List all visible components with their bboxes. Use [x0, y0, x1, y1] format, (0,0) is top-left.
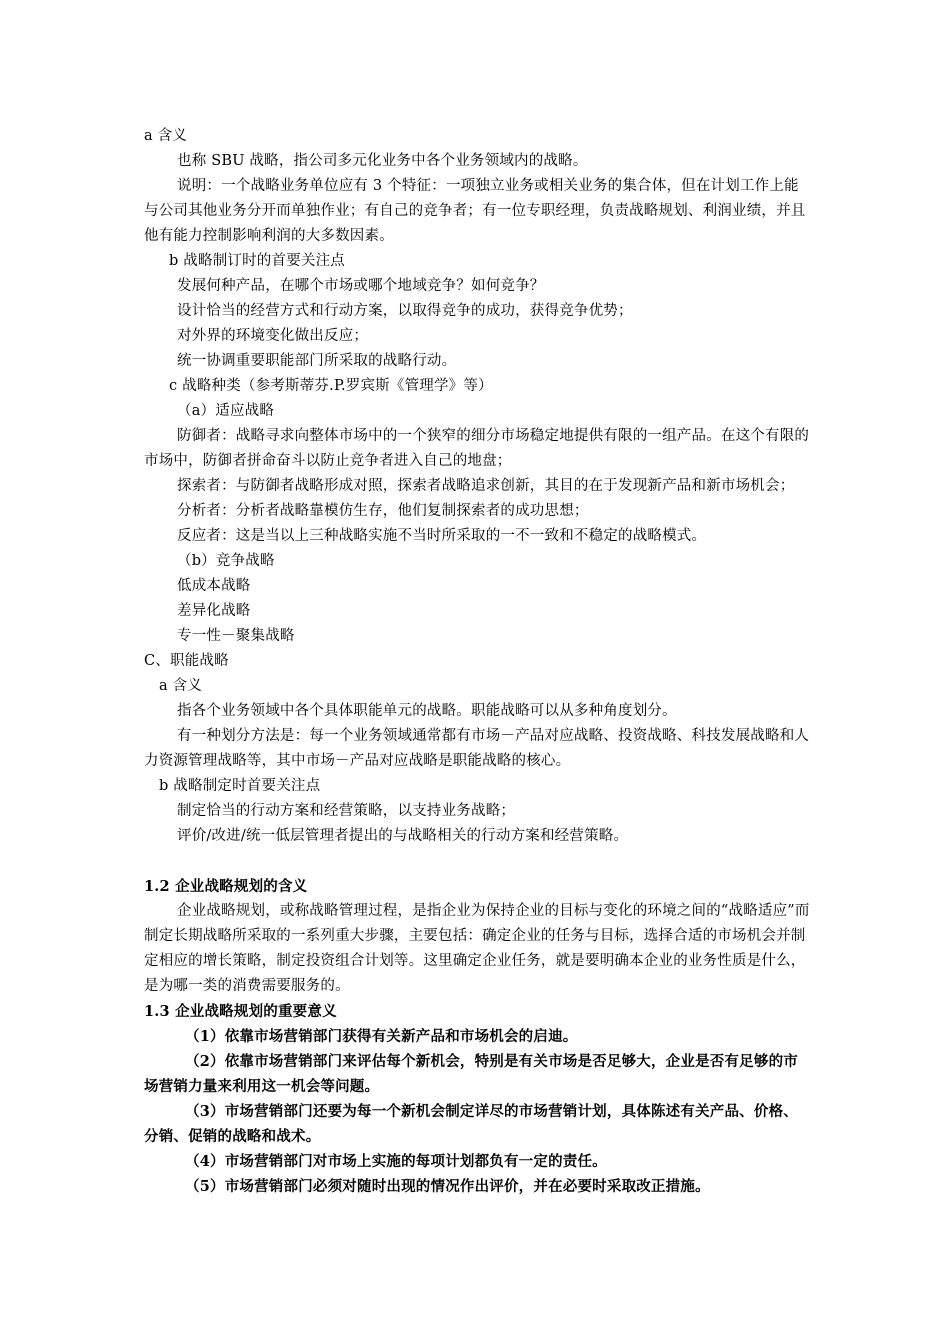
subheading-c: c 战略种类（参考斯蒂芬.P.罗宾斯《管理学》等） [169, 378, 493, 394]
list-item: 差异化战略 [177, 603, 251, 619]
heading-a-meaning: a 含义 [144, 128, 188, 144]
paragraph: 企业战略规划，或称战略管理过程，是指企业为保持企业的目标与变化的环境之间的“战略适应”而制定长期战略所采取的一系列重大步骤，主要包括：确定企业的任务与目标，选择合适的市场机会并制定相应的增长策略，制定投资组合计划等。这里确定企业任务，就是要明确本企业的业务性质是什么，是为哪一类的消费需要服务的。 [144, 903, 810, 994]
document-body [144, 124, 812, 1199]
list-item: 对外界的环境变化做出反应； [177, 328, 369, 344]
paragraph-prospector: 探索者：与防御者战略形成对照，探索者战略追求创新，其目的在于发现新产品和新市场机会； [177, 478, 795, 494]
paragraph: 有一种划分方法是：每一个业务领域通常都有市场－产品对应战略、投资战略、科技发展战略和人力资源管理战略等，其中市场－产品对应战略是职能战略的核心。 [144, 728, 810, 769]
paragraph: 也称 SBU 战略，指公司多元化业务中各个业务领域内的战略。 [177, 153, 588, 169]
paragraph-defender: 防御者：战略寻求向整体市场中的一个狭窄的细分市场稳定地提供有限的一组产品。在这个有限的市场中，防御者拼命奋斗以防止竞争者进入自己的地盘； [144, 428, 810, 469]
significance-item: （5）市场营销部门必须对随时出现的情况作出评价，并在必要时采取改正措施。 [185, 1178, 710, 1195]
section-heading-1-3: 1.3 企业战略规划的重要意义 [144, 1003, 337, 1020]
subheading-a: a 含义 [159, 678, 203, 694]
paragraph-analyzer: 分析者：分析者战略靠模仿生存，他们复制探索者的成功思想； [177, 503, 589, 519]
subheading-b: b 战略制定时首要关注点 [159, 778, 321, 794]
paragraph: 说明：一个战略业务单位应有 3 个特征：一项独立业务或相关业务的集合体，但在计划工作上能与公司其他业务分开而单独作业；有自己的竞争者；有一位专职经理，负责战略规划、利润业绩，并且他有能力控制影响利润的大多数因素。 [144, 178, 806, 244]
significance-item: （2）依靠市场营销部门来评估每个新机会，特别是有关市场是否足够大，企业是否有足够的市场营销力量来利用这一机会等问题。 [144, 1053, 798, 1095]
significance-item: （1）依靠市场营销部门获得有关新产品和市场机会的启迪。 [185, 1028, 578, 1045]
list-item: 发展何种产品，在哪个市场或哪个地域竞争？如何竞争？ [177, 278, 545, 294]
paragraph: 指各个业务领域中各个具体职能单元的战略。职能战略可以从多种角度划分。 [177, 703, 677, 719]
list-item: 低成本战略 [177, 578, 251, 594]
spacer [144, 849, 812, 874]
subheading-b: b 战略制订时的首要关注点 [169, 253, 345, 269]
list-item: 制定恰当的行动方案和经营策略，以支持业务战略； [177, 803, 516, 819]
section-heading-1-2: 1.2 企业战略规划的含义 [144, 878, 308, 895]
subheading-adaptive: （a）适应战略 [177, 403, 275, 419]
list-item: 统一协调重要职能部门所采取的战略行动。 [177, 353, 457, 369]
significance-item: （3）市场营销部门还要为每一个新机会制定详尽的市场营销计划，具体陈述有关产品、价格、分销、促销的战略和战术。 [144, 1103, 798, 1145]
list-item: 设计恰当的经营方式和行动方案，以取得竞争的成功，获得竞争优势； [177, 303, 633, 319]
list-item: 评价/改进/统一低层管理者提出的与战略相关的行动方案和经营策略。 [177, 828, 629, 844]
list-item: 专一性－聚集战略 [177, 628, 295, 644]
heading-functional-strategy: C、职能战略 [144, 653, 229, 669]
paragraph-reactor: 反应者：这是当以上三种战略实施不当时所采取的一不一致和不稳定的战略模式。 [177, 528, 707, 544]
significance-item: （4）市场营销部门对市场上实施的每项计划都负有一定的责任。 [185, 1153, 607, 1170]
subheading-competitive: （b）竞争战略 [177, 553, 275, 569]
